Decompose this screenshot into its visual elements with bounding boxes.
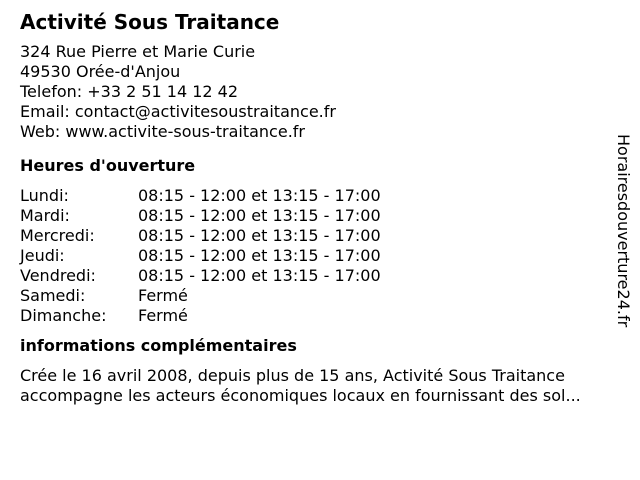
hours-row [20,266,620,286]
hours-row [20,186,620,206]
description-line: Crée le 16 avril 2008, depuis plus de 15 ans, Activité Sous Traitance [20,366,565,385]
day-label: Mercredi: [20,226,95,245]
hours-row [20,246,620,266]
day-hours: 08:15 - 12:00 et 13:15 - 17:00 [138,186,381,205]
day-label: Mardi: [20,206,70,225]
day-label: Vendredi: [20,266,96,285]
description [20,366,620,406]
day-hours: 08:15 - 12:00 et 13:15 - 17:00 [138,226,381,245]
phone-line: Telefon: +33 2 51 14 12 42 [20,82,239,101]
business-card [20,10,620,406]
day-label: Lundi: [20,186,69,205]
day-hours: 08:15 - 12:00 et 13:15 - 17:00 [138,206,381,225]
address-street: 324 Rue Pierre et Marie Curie [20,42,256,61]
info-heading: informations complémentaires [20,336,297,355]
address-city: 49530 Orée-d'Anjou [20,62,181,81]
website-line: Web: www.activite-sous-traitance.fr [20,122,305,141]
business-name: Activité Sous Traitance [20,10,280,34]
description-line: accompagne les acteurs économiques locaux en fournissant des sol... [20,386,581,405]
day-hours: Fermé [138,286,188,305]
site-watermark: Horairesdouverture24.fr [614,134,633,328]
hours-table [20,186,620,326]
hours-heading: Heures d'ouverture [20,156,196,175]
hours-row [20,226,620,246]
day-label: Jeudi: [20,246,65,265]
day-hours: 08:15 - 12:00 et 13:15 - 17:00 [138,246,381,265]
email-line: Email: contact@activitesoustraitance.fr [20,102,336,121]
hours-row [20,286,620,306]
day-label: Samedi: [20,286,86,305]
hours-row [20,206,620,226]
hours-row [20,306,620,326]
day-hours: Fermé [138,306,188,325]
day-hours: 08:15 - 12:00 et 13:15 - 17:00 [138,266,381,285]
day-label: Dimanche: [20,306,107,325]
